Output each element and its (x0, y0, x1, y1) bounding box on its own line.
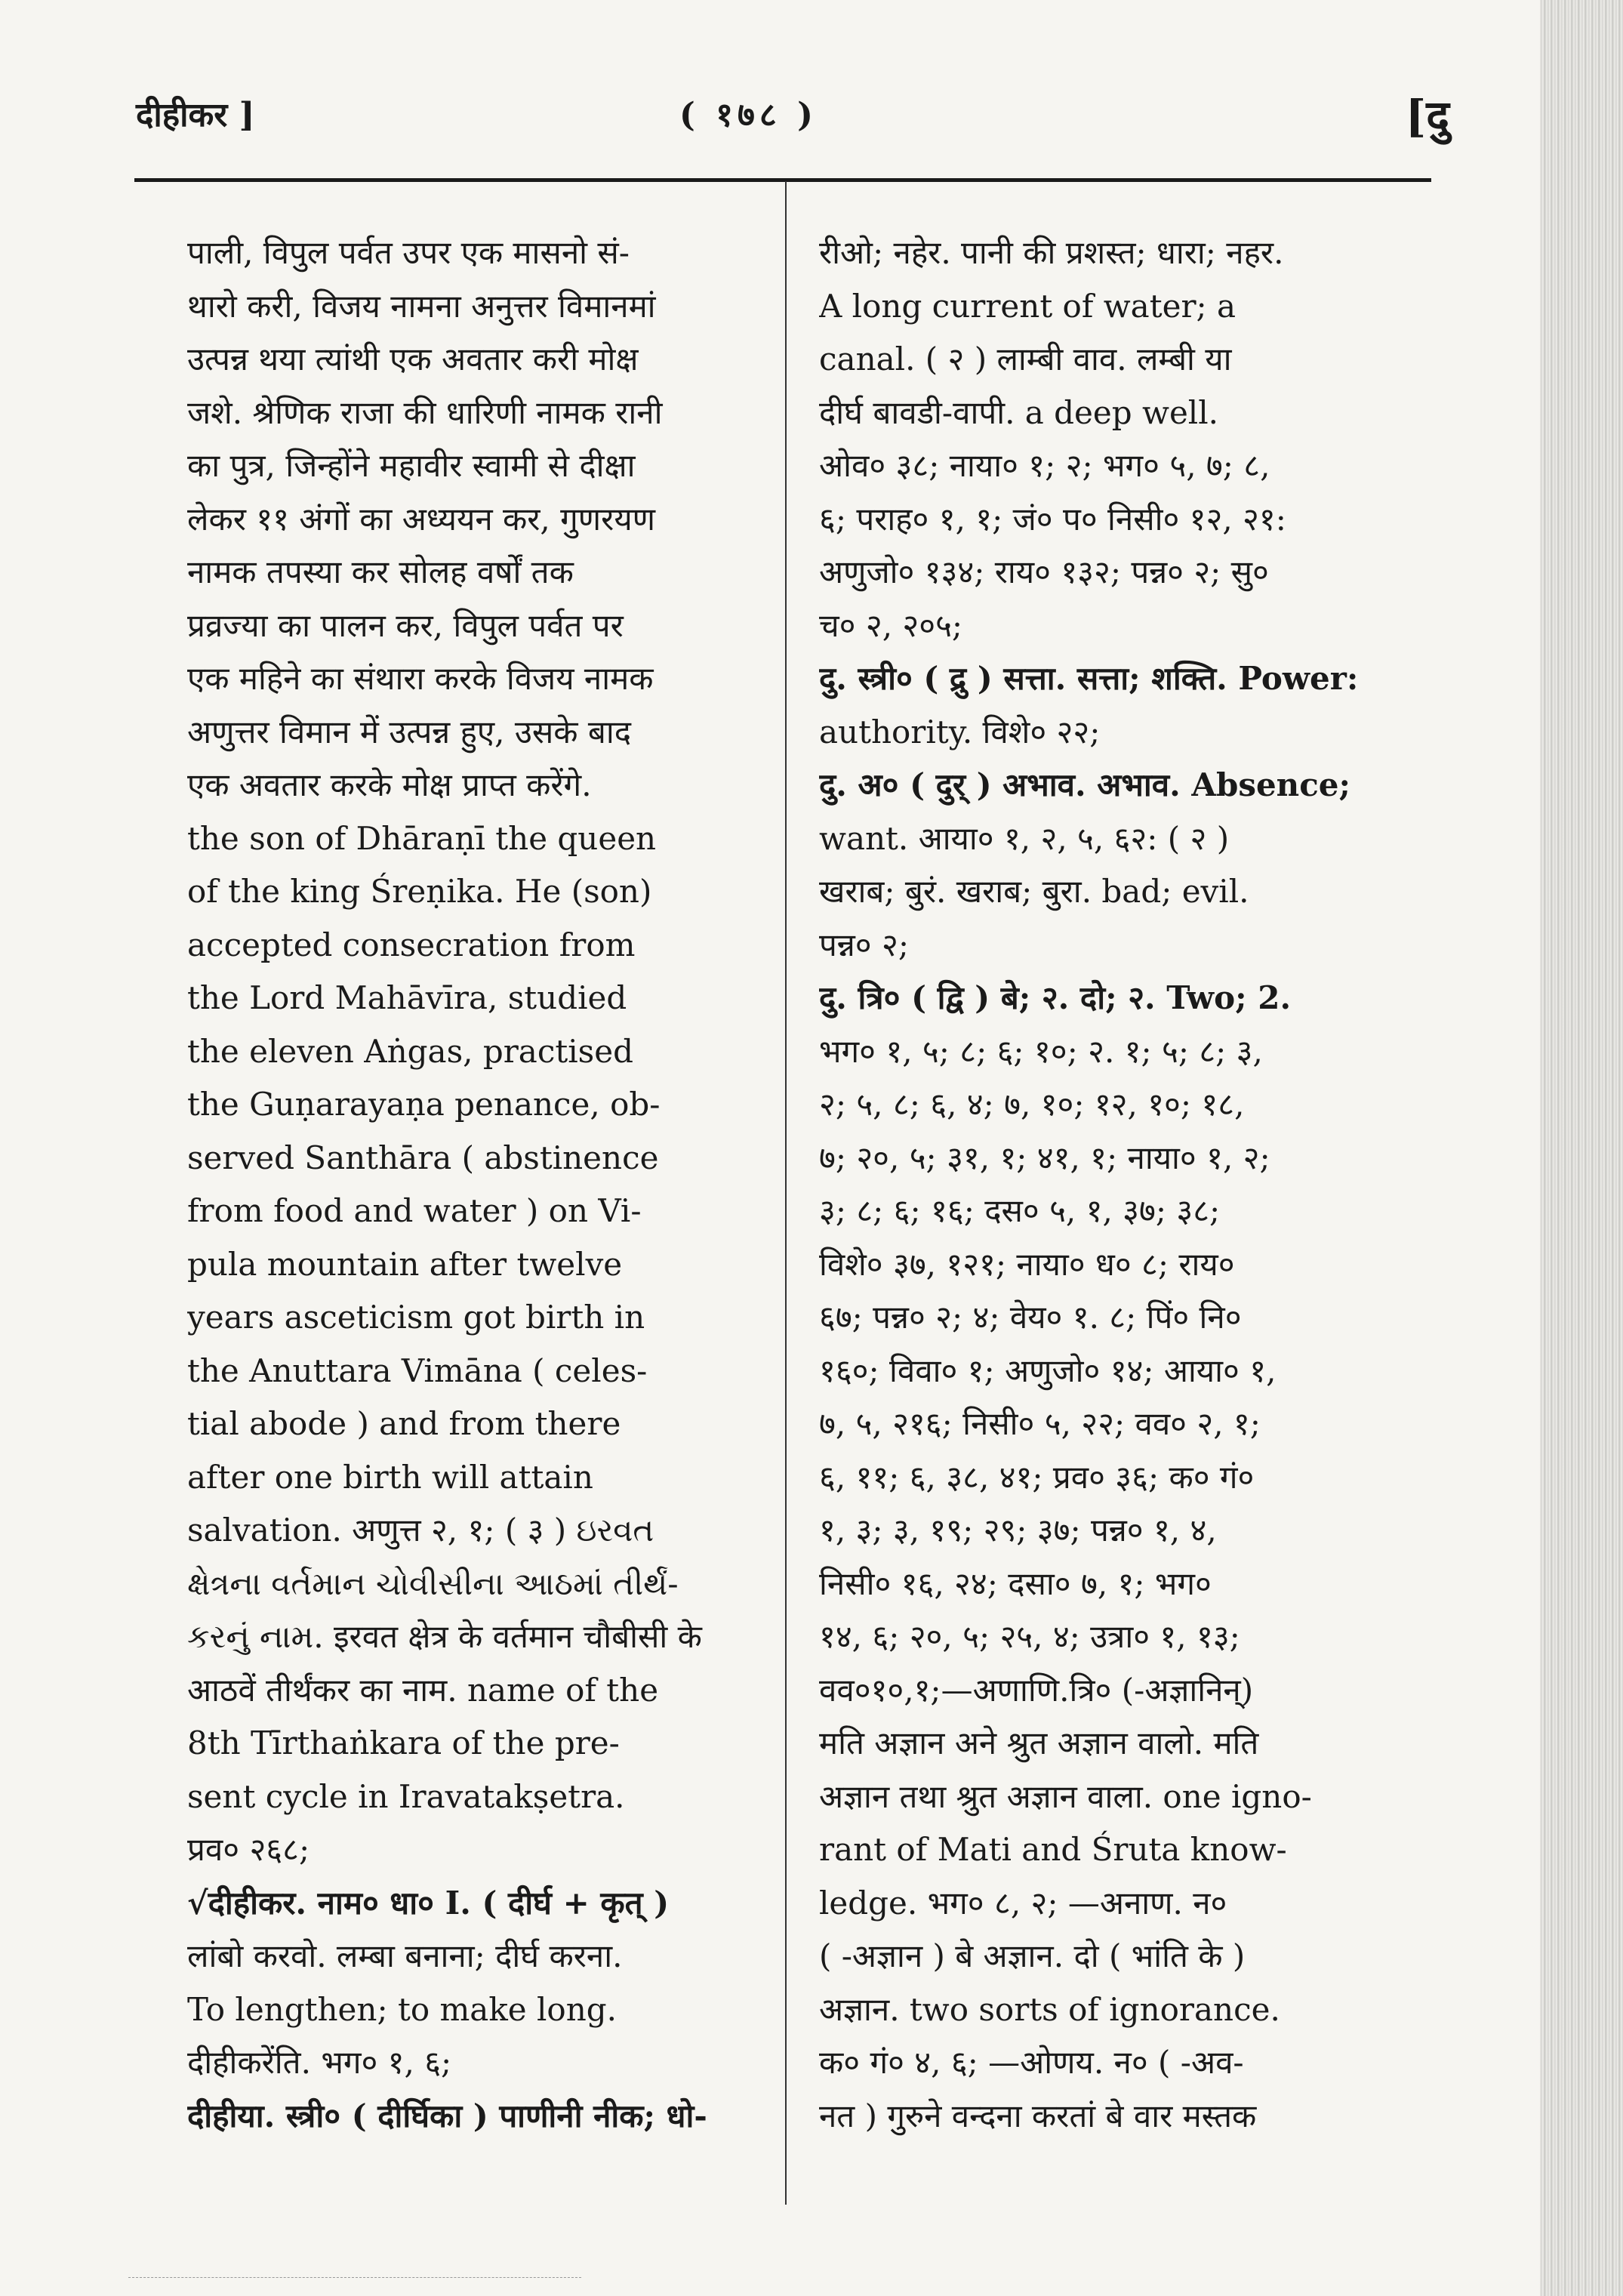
text-line: मति अज्ञान अने श्रुत अज्ञान वालो. मति (819, 1724, 1259, 1761)
text-line: ओव० ३८; नाया० १; २; भग० ५, ७; ८, (819, 447, 1270, 484)
text-line: आठवें तीर्थंकर का नाम. name of the (187, 1671, 659, 1709)
text-line: 8th Tīrthaṅkara of the pre- (187, 1724, 620, 1761)
headword-entry-du-3: दु. त्रि० ( द्वि ) बे; २. दो; २. Two; 2. (819, 979, 1292, 1016)
bottom-scan-rule (128, 2277, 581, 2278)
text-line: अणुजो० १३४; राय० १३२; पन्न० २; सु० (819, 553, 1269, 590)
text-line: रीओ; नहेर. पानी की प्रशस्त; धारा; नहर. (819, 234, 1284, 271)
text-line: sent cycle in Iravatakṣetra. (187, 1777, 625, 1815)
text-line: जशे. श्रेणिक राजा की धारिणी नामक रानी (187, 393, 663, 431)
page-number: ( १७८ ) (679, 96, 818, 134)
text-line: canal. ( २ ) लाम्बी वाव. लम्बी या (819, 341, 1232, 378)
text-line: नत ) गुरुने वन्दना करतां बे वार मस्तक (819, 2097, 1257, 2134)
text-line: the Lord Mahāvīra, studied (187, 979, 627, 1016)
text-line: ledge. भग० ८, २; —अनाण. न० (819, 1884, 1227, 1922)
text-line: the Anuttara Vimāna ( celes- (187, 1351, 648, 1389)
text-line: खराब; बुरं. खराब; बुरा. bad; evil. (819, 873, 1249, 910)
text-line: उत्पन्न थया त्यांथी एक अवतार करी मोक्ष (187, 341, 639, 378)
text-line: ६; पराह० १, १; जं० प० निसी० १२, २१: (819, 500, 1286, 538)
text-line: ७, ५, २१६; निसी० ५, २२; वव० २, १; (819, 1405, 1261, 1442)
text-line: કરનું નામ. इरवत क्षेत्र के वर्तमान चौबीसी के (187, 1618, 702, 1655)
text-line: the son of Dhāraṇī the queen (187, 819, 657, 857)
text-line: after one birth will attain (187, 1458, 593, 1496)
text-line: ( -अज्ञान ) बे अज्ञान. दो ( भांति के ) (819, 1937, 1246, 1974)
text-line: अणुत्तर विमान में उत्पन्न हुए, उसके बाद (187, 713, 632, 750)
text-line: the eleven Aṅgas, practised (187, 1032, 633, 1070)
text-line: च० २, २०५; (819, 606, 963, 644)
text-line: पाली, विपुल पर्वत उपर एक मासनो सं- (187, 234, 630, 271)
right-column (819, 227, 1408, 2143)
text-line: ३; ८; ६; १६; दस० ५, १, ३७; ३८; (819, 1192, 1221, 1229)
header-left-word: दीहीकर ] (136, 96, 255, 134)
text-line: ६, ११; ६, ३८, ४१; प्रव० ३६; क० गं० (819, 1458, 1255, 1496)
text-line: A long current of water; a (819, 287, 1236, 325)
text-line: from food and water ) on Vi- (187, 1192, 642, 1229)
text-line: want. आया० १, २, ५, ६२: ( २ ) (819, 819, 1230, 857)
page-header (136, 91, 1449, 159)
headword-entry-dihiya: दीहीया. स्त्री० ( दीर्घिका ) पाणीनी नीक; धो- (187, 2097, 707, 2134)
header-right-word: [दु (1405, 91, 1449, 142)
text-line: का पुत्र, जिन्होंने महावीर स्वामी से दीक्षा (187, 447, 636, 484)
text-line: एक अवतार करके मोक्ष प्राप्त करेंगे. (187, 766, 592, 803)
text-line: पन्न० २; (819, 926, 909, 963)
text-line: लांबो करवो. लम्बा बनाना; दीर्घ करना. (187, 1937, 623, 1974)
text-line: १४, ६; २०, ५; २५, ४; उत्रा० १, १३; (819, 1618, 1240, 1655)
text-line: १, ३; ३, १९; २९; ३७; पन्न० १, ४, (819, 1512, 1217, 1549)
text-line: थारो करी, विजय नामना अनुत्तर विमानमां (187, 287, 656, 325)
text-line: अज्ञान. two sorts of ignorance. (819, 1990, 1280, 2028)
text-line: वव०१०,१;—अणाणि.त्रि० (-अज्ञानिन्) (819, 1671, 1254, 1709)
text-line: ક્ષેત્રના વર્તમાન ચોવીસીના આઠમાં તીર્થં- (187, 1564, 679, 1602)
text-line: the Guṇarayaṇa penance, ob- (187, 1086, 661, 1123)
text-line: To lengthen; to make long. (187, 1990, 617, 2028)
headword-entry-du-1: दु. स्त्री० ( द्रु ) सत्ता. सत्ता; शक्ति. Power: (819, 660, 1359, 697)
text-line: क० गं० ४, ६; —ओणय. न० ( -अव- (819, 2044, 1244, 2081)
text-line: of the king Śreṇika. He (son) (187, 873, 652, 910)
text-line: accepted consecration from (187, 926, 636, 963)
text-line: दीहीकरेंति. भग० १, ६; (187, 2044, 452, 2081)
text-line: served Santhāra ( abstinence (187, 1139, 659, 1176)
text-line: rant of Mati and Śruta know- (819, 1831, 1287, 1868)
left-column (187, 227, 750, 2143)
text-line: विशे० ३७, १२१; नाया० ध० ८; राय० (819, 1245, 1235, 1283)
text-line: भग० १, ५; ८; ६; १०; २. १; ५; ८; ३, (819, 1032, 1263, 1070)
text-line: १६०; विवा० १; अणुजो० १४; आया० १, (819, 1351, 1277, 1389)
text-line: pula mountain after twelve (187, 1245, 623, 1283)
headword-entry-du-2: दु. अ० ( दुर् ) अभाव. अभाव. Absence; (819, 766, 1351, 803)
text-line: ७; २०, ५; ३१, १; ४१, १; नाया० १, २; (819, 1139, 1270, 1176)
text-line: २; ५, ८; ६, ४; ७, १०; १२, १०; १८, (819, 1086, 1245, 1123)
header-rule (134, 178, 1431, 182)
text-line: salvation. अणुत्त २, १; ( ३ ) ઇરવત (187, 1512, 654, 1549)
text-line: लेकर ११ अंगों का अध्ययन कर, गुणरयण (187, 500, 656, 538)
text-line: years asceticism got birth in (187, 1299, 645, 1336)
page-binding-edge (1540, 0, 1623, 2296)
text-line: दीर्घ बावडी-वापी. a deep well. (819, 393, 1219, 431)
text-line: नामक तपस्या कर सोलह वर्षों तक (187, 553, 574, 590)
text-line: प्रव० २६८; (187, 1831, 310, 1868)
text-line: निसी० १६, २४; दसा० ७, १; भग० (819, 1564, 1212, 1602)
text-line: प्रव्रज्या का पालन कर, विपुल पर्वत पर (187, 606, 624, 644)
text-line: authority. विशे० २२; (819, 713, 1101, 750)
column-divider (785, 181, 787, 2205)
text-line: tial abode ) and from there (187, 1405, 621, 1442)
text-line: ६७; पन्न० २; ४; वेय० १. ८; पिं० नि० (819, 1299, 1242, 1336)
text-line: अज्ञान तथा श्रुत अज्ञान वाला. one igno- (819, 1777, 1312, 1815)
headword-entry-dihikar: √दीहीकर. नाम० धा० I. ( दीर्घ + कृत् ) (187, 1884, 670, 1922)
text-line: एक महिने का संथारा करके विजय नामक (187, 660, 654, 697)
